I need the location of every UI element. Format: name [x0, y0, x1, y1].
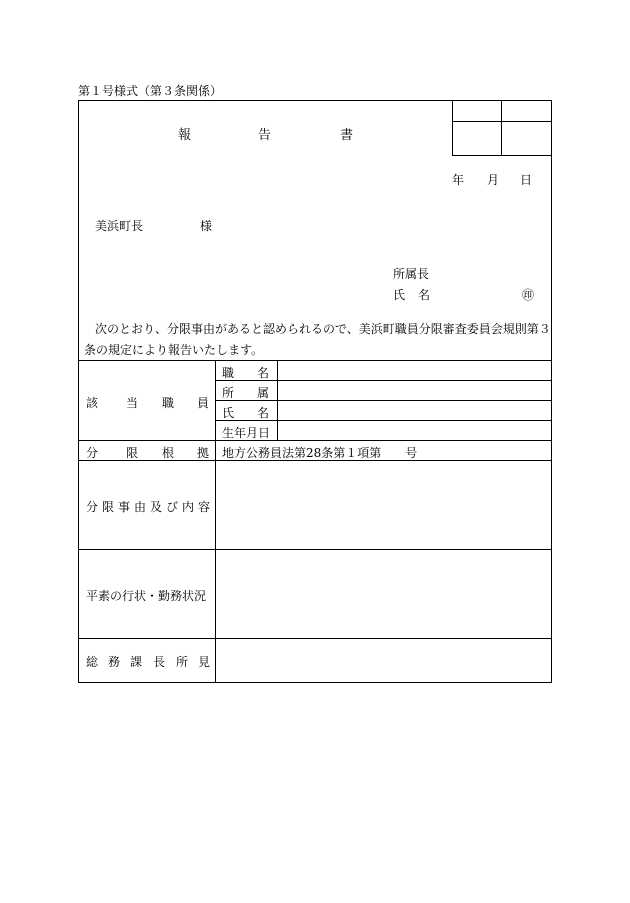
employee-label-1: 該 [86, 396, 99, 410]
form-number-label: 第１号様式（第３条関係） [78, 84, 223, 98]
field-department-1: 所 [222, 386, 235, 400]
reason-label-7: 内 [182, 500, 195, 514]
name-label-2: 名 [418, 288, 431, 302]
conduct-label: 平素の行状・勤務状況 [86, 589, 207, 603]
body-text-line-1: 次のとおり、分限事由があると認められるので、美浜町職員分限審査委員会規則第３ [95, 322, 551, 336]
opinion-label-6: 見 [198, 655, 211, 669]
table-label-column-divider [215, 360, 216, 683]
date-day: 日 [520, 173, 533, 187]
title-char-2: 告 [258, 128, 272, 143]
frame-right-line [551, 100, 552, 683]
table-rule-reason-end [78, 549, 552, 550]
stamp-box-bottom-rule [452, 155, 552, 156]
field-name-1: 氏 [222, 406, 235, 420]
stamp-box-middle-rule [452, 121, 552, 122]
field-job-title-2: 名 [257, 366, 270, 380]
frame-left-line [78, 100, 79, 683]
reason-label-2: 限 [102, 500, 115, 514]
frame-top-line [78, 100, 552, 101]
table-rule-employee-end [78, 440, 552, 441]
reason-label-3: 事 [118, 500, 131, 514]
reason-label-8: 容 [198, 500, 211, 514]
field-department-2: 属 [257, 386, 270, 400]
employee-label-2: 当 [126, 396, 139, 410]
date-year: 年 [452, 173, 465, 187]
seal-mark: ㊞ [522, 288, 535, 302]
basis-label-3: 根 [162, 446, 175, 460]
opinion-label-1: 総 [86, 655, 99, 669]
reason-label-1: 分 [86, 500, 99, 514]
reason-label-6: び [166, 500, 179, 514]
opinion-label-5: 所 [176, 655, 189, 669]
employee-label-3: 職 [162, 396, 175, 410]
frame-bottom-line [78, 682, 552, 683]
field-name-2: 名 [257, 406, 270, 420]
stamp-box-left-line [452, 100, 453, 155]
basis-label-4: 拠 [197, 446, 210, 460]
opinion-label-3: 課 [130, 655, 143, 669]
table-rule-conduct-end [78, 638, 552, 639]
basis-label-2: 限 [126, 446, 139, 460]
dept-head-label: 所属長 [393, 267, 430, 281]
reason-label-4: 由 [134, 500, 147, 514]
basis-label-1: 分 [86, 446, 99, 460]
field-job-title-1: 職 [222, 366, 235, 380]
reason-label-5: 及 [150, 500, 163, 514]
basis-value: 地方公務員法第28条第１項第 号 [222, 446, 418, 460]
table-top-rule [78, 360, 552, 361]
opinion-label-4: 長 [153, 655, 166, 669]
title-char-3: 書 [340, 128, 354, 143]
addressee: 美浜町長 [95, 219, 144, 233]
stamp-box-middle-line [501, 100, 502, 155]
opinion-label-2: 務 [108, 655, 121, 669]
table-field-column-divider [277, 360, 278, 440]
date-month: 月 [487, 173, 500, 187]
honorific: 様 [200, 219, 213, 233]
employee-label-4: 員 [197, 396, 210, 410]
name-label-1: 氏 [393, 288, 406, 302]
body-text-line-2: 条の規定により報告いたします。 [84, 343, 264, 357]
title-char-1: 報 [178, 128, 192, 143]
field-birthdate: 生年月日 [222, 426, 271, 440]
